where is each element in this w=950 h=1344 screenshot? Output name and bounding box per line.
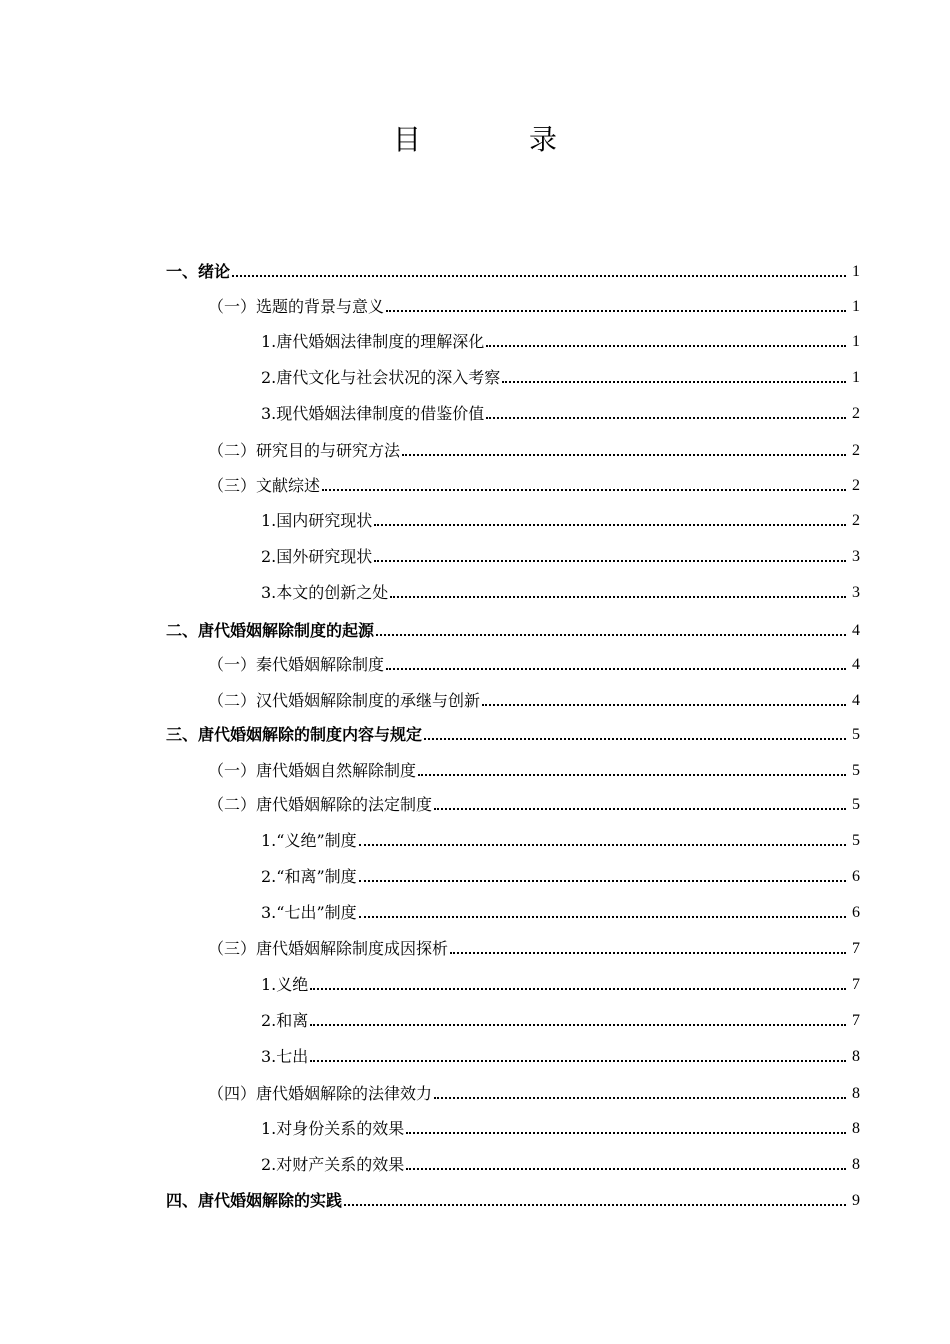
dot-leader	[376, 634, 846, 636]
toc-entry[interactable]	[0, 287, 950, 317]
toc-entry[interactable]	[0, 431, 950, 461]
toc-entry-page: 3	[852, 548, 860, 565]
dot-leader	[359, 916, 846, 918]
toc-entry-title: 3.本文的创新之处	[261, 583, 389, 602]
dot-leader	[310, 988, 846, 990]
dot-leader	[434, 808, 846, 810]
toc-entry[interactable]	[0, 1145, 950, 1175]
toc-entry-title: （二）研究目的与研究方法	[208, 441, 401, 460]
toc-entry-page: 6	[852, 868, 860, 885]
toc-entry[interactable]	[0, 681, 950, 711]
toc-entry-page: 5	[852, 726, 860, 743]
toc-entry-title: 1.“义绝”制度	[261, 831, 357, 850]
toc-entry[interactable]	[0, 466, 950, 496]
toc-entry-title: 2.国外研究现状	[261, 547, 373, 566]
toc-entry[interactable]	[0, 611, 950, 641]
dot-leader	[450, 952, 846, 954]
toc-entry-page: 1	[852, 333, 860, 350]
toc-entry-page: 8	[852, 1048, 860, 1065]
toc-entry-title: 1.国内研究现状	[261, 511, 373, 530]
toc-entry-title: 一、绪论	[166, 262, 231, 281]
toc-entry-title: （一）秦代婚姻解除制度	[208, 655, 385, 674]
dot-leader	[374, 560, 846, 562]
toc-entry[interactable]	[0, 252, 950, 282]
dot-leader	[486, 417, 846, 419]
dot-leader	[406, 1168, 846, 1170]
dot-leader	[424, 738, 846, 740]
toc-entry[interactable]	[0, 358, 950, 388]
toc-entry[interactable]	[0, 785, 950, 815]
toc-entry-page: 5	[852, 762, 860, 779]
toc-entry-title: 2.唐代文化与社会状况的深入考察	[261, 368, 501, 387]
dot-leader	[502, 381, 846, 383]
toc-entry-page: 5	[852, 832, 860, 849]
toc-entry-title: 二、唐代婚姻解除制度的起源	[166, 621, 375, 640]
dot-leader	[406, 1132, 846, 1134]
toc-entry-title: 3.七出	[261, 1047, 309, 1066]
toc-entry-title: （一）选题的背景与意义	[208, 297, 385, 316]
toc-entry[interactable]	[0, 573, 950, 603]
toc-entry[interactable]	[0, 893, 950, 923]
toc-entry-title: （三）文献综述	[208, 476, 321, 495]
toc-entry[interactable]	[0, 1074, 950, 1104]
toc-entry-title: 2.和离	[261, 1011, 309, 1030]
toc-entry[interactable]	[0, 1001, 950, 1031]
page-title: 目 录	[392, 123, 597, 156]
dot-leader	[418, 774, 846, 776]
toc-entry[interactable]	[0, 1037, 950, 1067]
toc-entry-page: 8	[852, 1156, 860, 1173]
dot-leader	[402, 454, 846, 456]
toc-entry-page: 5	[852, 796, 860, 813]
toc-entry-page: 4	[852, 656, 860, 673]
toc-entry-page: 3	[852, 584, 860, 601]
dot-leader	[386, 668, 846, 670]
toc-entry[interactable]	[0, 715, 950, 745]
toc-entry-title: 1.唐代婚姻法律制度的理解深化	[261, 332, 485, 351]
toc-entry-page: 1	[852, 263, 860, 280]
dot-leader	[310, 1060, 846, 1062]
toc-entry-title: 三、唐代婚姻解除的制度内容与规定	[166, 725, 423, 744]
toc-entry-page: 2	[852, 442, 860, 459]
toc-entry-title: 2.对财产关系的效果	[261, 1155, 405, 1174]
dot-leader	[386, 310, 846, 312]
toc-entry[interactable]	[0, 501, 950, 531]
toc-entry-page: 1	[852, 369, 860, 386]
toc-entry[interactable]	[0, 1181, 950, 1211]
toc-entry[interactable]	[0, 821, 950, 851]
toc-entry-page: 1	[852, 298, 860, 315]
toc-entry-page: 7	[852, 976, 860, 993]
toc-entry-title: 3.“七出”制度	[261, 903, 357, 922]
toc-entry-page: 4	[852, 692, 860, 709]
dot-leader	[344, 1204, 846, 1206]
toc-entry[interactable]	[0, 751, 950, 781]
toc-entry-title: 3.现代婚姻法律制度的借鉴价值	[261, 404, 485, 423]
toc-entry[interactable]	[0, 645, 950, 675]
toc-entry-title: （一）唐代婚姻自然解除制度	[208, 761, 417, 780]
dot-leader	[374, 524, 846, 526]
toc-entry[interactable]	[0, 394, 950, 424]
toc-entry-title: （二）汉代婚姻解除制度的承继与创新	[208, 691, 481, 710]
toc-entry-page: 7	[852, 940, 860, 957]
toc-entry-page: 9	[852, 1192, 860, 1209]
toc-entry-title: 1.对身份关系的效果	[261, 1119, 405, 1138]
dot-leader	[322, 489, 846, 491]
toc-entry-title: （三）唐代婚姻解除制度成因探析	[208, 939, 449, 958]
toc-entry-title: （四）唐代婚姻解除的法律效力	[208, 1084, 433, 1103]
toc-entry[interactable]	[0, 537, 950, 567]
toc-entry-page: 8	[852, 1085, 860, 1102]
toc-entry[interactable]	[0, 857, 950, 887]
toc-entry[interactable]	[0, 322, 950, 352]
toc-entry[interactable]	[0, 929, 950, 959]
dot-leader	[359, 880, 846, 882]
dot-leader	[232, 275, 846, 277]
toc-entry-title: 2.“和离”制度	[261, 867, 357, 886]
dot-leader	[486, 345, 846, 347]
toc-entry[interactable]	[0, 965, 950, 995]
toc-entry-title: 1.义绝	[261, 975, 309, 994]
dot-leader	[310, 1024, 846, 1026]
toc-entry-page: 6	[852, 904, 860, 921]
toc-entry-page: 2	[852, 477, 860, 494]
toc-entry-title: （二）唐代婚姻解除的法定制度	[208, 795, 433, 814]
dot-leader	[434, 1097, 846, 1099]
toc-entry[interactable]	[0, 1109, 950, 1139]
toc-entry-title: 四、唐代婚姻解除的实践	[166, 1191, 343, 1210]
toc-entry-page: 2	[852, 512, 860, 529]
toc-entry-page: 4	[852, 622, 860, 639]
toc-entry-page: 8	[852, 1120, 860, 1137]
toc-entry-page: 2	[852, 405, 860, 422]
dot-leader	[359, 844, 846, 846]
dot-leader	[482, 704, 846, 706]
toc-entry-page: 7	[852, 1012, 860, 1029]
dot-leader	[390, 596, 846, 598]
